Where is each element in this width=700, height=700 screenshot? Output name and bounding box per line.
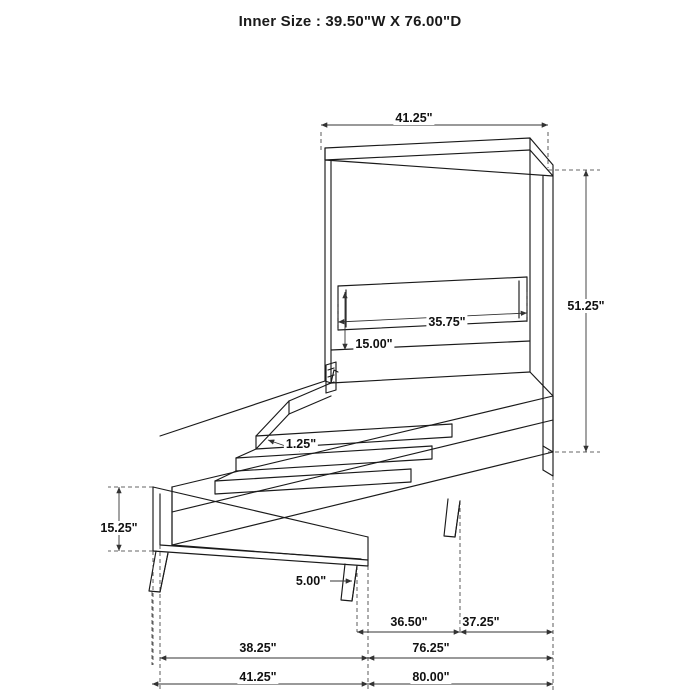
dimension-side-rail-depth: 37.25" xyxy=(462,615,500,629)
dimension-slat-thickness: 1.25" xyxy=(285,437,317,451)
dimension-frame-inner-depth: 38.25" xyxy=(239,641,277,655)
page-title: Inner Size : 39.50"W X 76.00"D xyxy=(238,13,462,30)
dimension-headboard-width: 41.25" xyxy=(395,111,433,125)
dimension-deck-height: 15.25" xyxy=(100,521,138,535)
dimension-footboard-depth: 36.50" xyxy=(390,615,428,629)
dimension-headboard-panel-width: 35.75" xyxy=(428,315,466,329)
dimension-bed-width: 41.25" xyxy=(239,670,277,684)
dimension-leg-height: 5.00" xyxy=(295,574,327,588)
dimension-headboard-panel-height: 15.00" xyxy=(355,337,393,351)
dimension-bed-depth: 76.25" xyxy=(412,641,450,655)
dimension-overall-height: 51.25" xyxy=(567,299,605,313)
dimension-overall-depth: 80.00" xyxy=(412,670,450,684)
